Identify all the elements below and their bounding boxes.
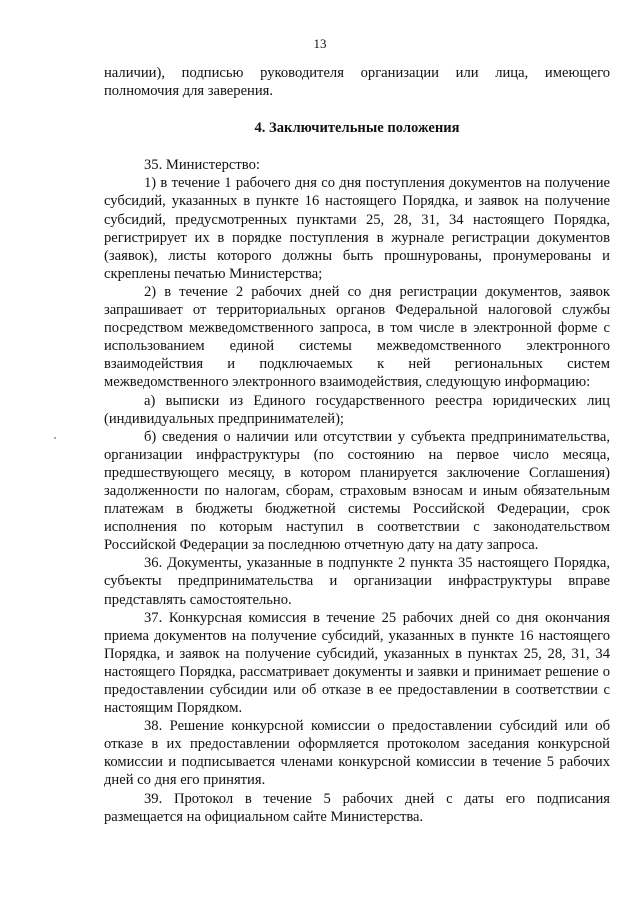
intro-paragraph: наличии), подписью руководителя организации или лица, имеющего полномочия для заверения. xyxy=(104,65,610,100)
page-number: 13 xyxy=(313,36,327,51)
paragraph-37: 37. Конкурсная комиссия в течение 25 рабочих дней со дня окончания приема документов на получение субсидий, указанных в пункте 16 настоящего Порядка, и заявок на получение субсидий, указанных в пунктах 25, 28, 31, 34 настоящего Порядка, рассматривает документы и заявки и принимает решение о предоставлении субсидии или об отказе в ее предоставлении в соответствии с настоящим Порядком. xyxy=(104,609,610,717)
paragraph-39: 39. Протокол в течение 5 рабочих дней с даты его подписания размещается на официальном сайте Министерства. xyxy=(104,790,610,825)
scan-speck xyxy=(54,437,56,439)
paragraph-35-1: 1) в течение 1 рабочего дня со дня поступления документов на получение субсидий, указанных в пункте 16 настоящего Порядка, и заявок на получение субсидий, предусмотренных пунктами 25, 28, 31, 34 настоящего Порядка, регистрирует их в порядке поступления в журнале регистрации документов (заявок), листы которого должны быть прошнурованы, пронумерованы и скреплены печатью Министерства; xyxy=(104,175,610,282)
paragraph-35-2-a: а) выписки из Единого государственного реестра юридических лиц (индивидуальных предпринимателей); xyxy=(104,392,610,427)
document-body xyxy=(104,64,610,826)
section-heading: 4. Заключительные положения xyxy=(254,120,460,137)
paragraph-38: 38. Решение конкурсной комиссии о предоставлении субсидий или об отказе в их предоставлении оформляется протоколом заседания конкурсной комиссии и подписывается членами конкурсной комиссии в течение 5 рабочих дней со дня его принятия. xyxy=(104,718,610,789)
paragraph-35-2: 2) в течение 2 рабочих дней со дня регистрации документов, заявок запрашивает от территориальных органов Федеральной налоговой службы посредством межведомственного запроса, в том числе в электронной форме с использованием единой системы межведомственного электронного взаимодействия и подключаемых к ней региональных систем межведомственного электронного взаимодействия, следующую информацию: xyxy=(104,283,610,391)
paragraph-35-2-b: б) сведения о наличии или отсутствии у субъекта предпринимательства, организации инфраструктуры (по состоянию на первое число месяца, предшествующего месяцу, в котором планируется заключение Соглашения) задолженности по налогам, сборам, страховым взносам и иным обязательным платежам в бюджеты бюджетной системы Российской Федерации, срок исполнения по которым наступил в соответствии с законодательством Российской Федерации за последнюю отчетную дату на дату запроса. xyxy=(104,428,610,554)
paragraph-35: 35. Министерство: xyxy=(144,157,260,174)
paragraph-36: 36. Документы, указанные в подпункте 2 пункта 35 настоящего Порядка, субъекты предпринимательства и организации инфраструктуры вправе представлять самостоятельно. xyxy=(104,555,610,608)
